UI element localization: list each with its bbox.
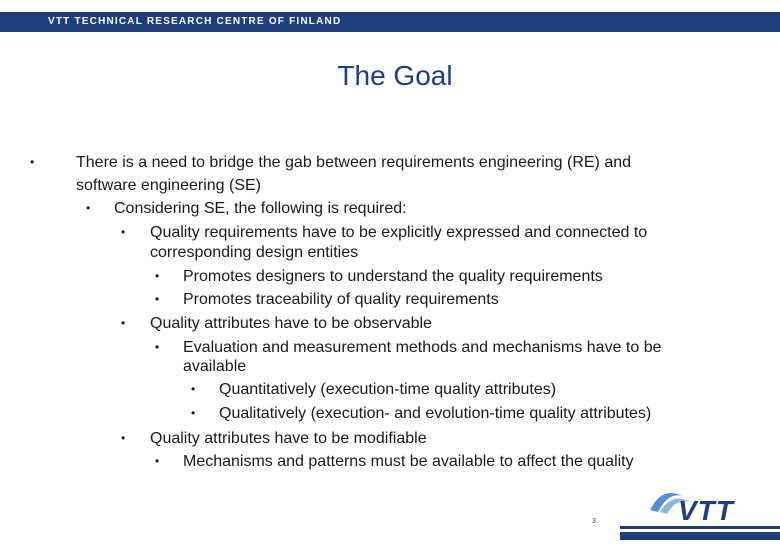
- svg-text:VTT: VTT: [678, 495, 734, 526]
- bullet-text-1a: There is a need to bridge the gab between requirements engineering (RE) and: [76, 154, 632, 171]
- bullet-glyph: •: [121, 431, 126, 445]
- bullet-text-9: Qualitatively (execution- and evolution-time quality attributes): [219, 405, 652, 422]
- bullet-text-1b: software engineering (SE): [76, 177, 261, 194]
- bullet-glyph: •: [30, 155, 35, 169]
- bullet-text-5: Promotes traceability of quality requirements: [183, 291, 499, 308]
- bullet-text-8: Quantitatively (execution-time quality attributes): [219, 381, 557, 398]
- bullet-text-7b: available: [183, 358, 247, 375]
- bullet-glyph: •: [191, 406, 196, 420]
- bullet-text-10: Quality attributes have to be modifiable: [150, 430, 427, 447]
- bullet-text-11: Mechanisms and patterns must be available to affect the quality: [183, 453, 634, 470]
- bullet-text-3a: Quality requirements have to be explicitly expressed and connected to: [150, 224, 648, 241]
- bullet-text-4: Promotes designers to understand the quality requirements: [183, 268, 603, 285]
- bullet-glyph: •: [155, 292, 160, 306]
- bullet-text-7a: Evaluation and measurement methods and mechanisms have to be: [183, 339, 662, 356]
- organization-name: VTT TECHNICAL RESEARCH CENTRE OF FINLAND: [48, 16, 342, 27]
- bullet-glyph: •: [155, 454, 160, 468]
- bullet-glyph: •: [121, 225, 126, 239]
- vtt-logo: [620, 482, 780, 540]
- bullet-glyph: •: [155, 340, 160, 354]
- bullet-text-2: Considering SE, the following is required:: [114, 200, 407, 217]
- slide-title: The Goal: [337, 60, 453, 91]
- bullet-glyph: •: [155, 269, 160, 283]
- bullet-glyph: •: [86, 201, 91, 215]
- bullet-text-6: Quality attributes have to be observable: [150, 315, 432, 332]
- bullet-glyph: •: [191, 382, 196, 396]
- header-bar: [0, 12, 780, 32]
- page-number: 3: [592, 518, 596, 525]
- bullet-glyph: •: [121, 316, 126, 330]
- bullet-text-3b: corresponding design entities: [150, 244, 359, 261]
